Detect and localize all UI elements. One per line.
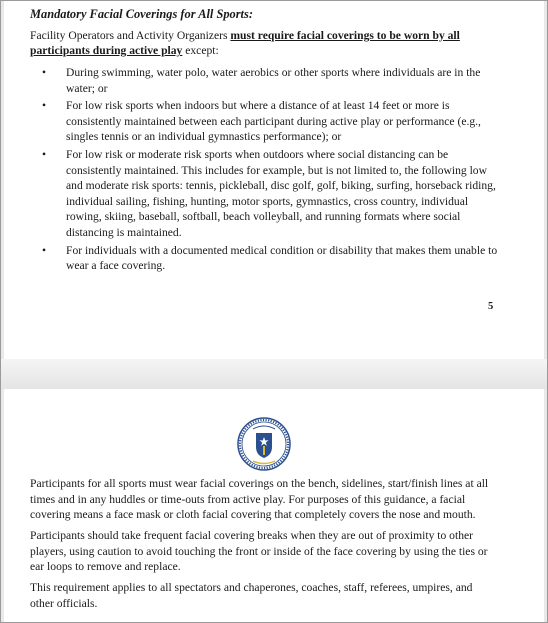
exceptions-list bbox=[30, 65, 505, 276]
intro-prefix: Facility Operators and Activity Organizers bbox=[30, 29, 231, 42]
intro-paragraph bbox=[30, 28, 500, 58]
section-heading: Mandatory Facial Coverings for All Sports: bbox=[30, 7, 253, 21]
list-item-text: For individuals with a documented medical condition or disability that makes them unable to wear a face covering. bbox=[66, 243, 498, 273]
intro-suffix: except: bbox=[182, 44, 219, 58]
list-item bbox=[30, 98, 505, 145]
massachusetts-seal-icon bbox=[237, 417, 291, 471]
document-page-5 bbox=[4, 1, 544, 359]
intro-emphasis: must require facial coverings to be worn by all participants during active play bbox=[30, 29, 460, 58]
list-item bbox=[30, 65, 505, 96]
bullet-icon: • bbox=[42, 147, 47, 161]
list-item-text: For low risk sports when indoors but where a distance of at least 14 feet or more is consistently maintained between each participant during active play or performance (e.g., singles tennis or an individual gymnastics performance); or bbox=[66, 99, 481, 144]
paragraph: Participants should take frequent facial covering breaks when they are out of proximity to other players, using caution to avoid touching the front or inside of the face covering by using the ties or ear loops to remove and replace. bbox=[30, 529, 488, 574]
list-item-text: During swimming, water polo, water aerobics or other sports where individuals are in the water; or bbox=[66, 66, 481, 95]
list-item bbox=[30, 243, 505, 274]
bullet-icon: • bbox=[42, 66, 47, 79]
page-number: 5 bbox=[488, 301, 494, 312]
bullet-icon: • bbox=[42, 99, 47, 113]
list-item-text: For low risk or moderate risk sports when outdoors where social distancing can be consistently maintained. This includes for example, but is not limited to, the following low and moderate risk sports: tennis, pickleball, disc golf, golf, biking, surfing, horseback riding, individual sailing, fishing, hunting, motor sports, gymnastics, cross country, individual rowing, skiing, baseball, softball, beach volleyball, and running formats where social distancing is maintained. bbox=[66, 147, 496, 239]
paragraph: This requirement applies to all spectators and chaperones, coaches, staff, referees, umpires, and other officials. bbox=[30, 581, 473, 610]
bullet-icon: • bbox=[42, 243, 47, 257]
document-page-6 bbox=[4, 389, 544, 623]
page-separator bbox=[1, 359, 547, 389]
list-item bbox=[30, 147, 505, 241]
paragraph: Participants for all sports must wear facial coverings on the bench, sidelines, start/finish lines at all times and in any huddles or time-outs from active play. For purposes of this guidance, a facial covering means a face mask or cloth facial covering that completely covers the nose and mouth. bbox=[30, 477, 489, 522]
